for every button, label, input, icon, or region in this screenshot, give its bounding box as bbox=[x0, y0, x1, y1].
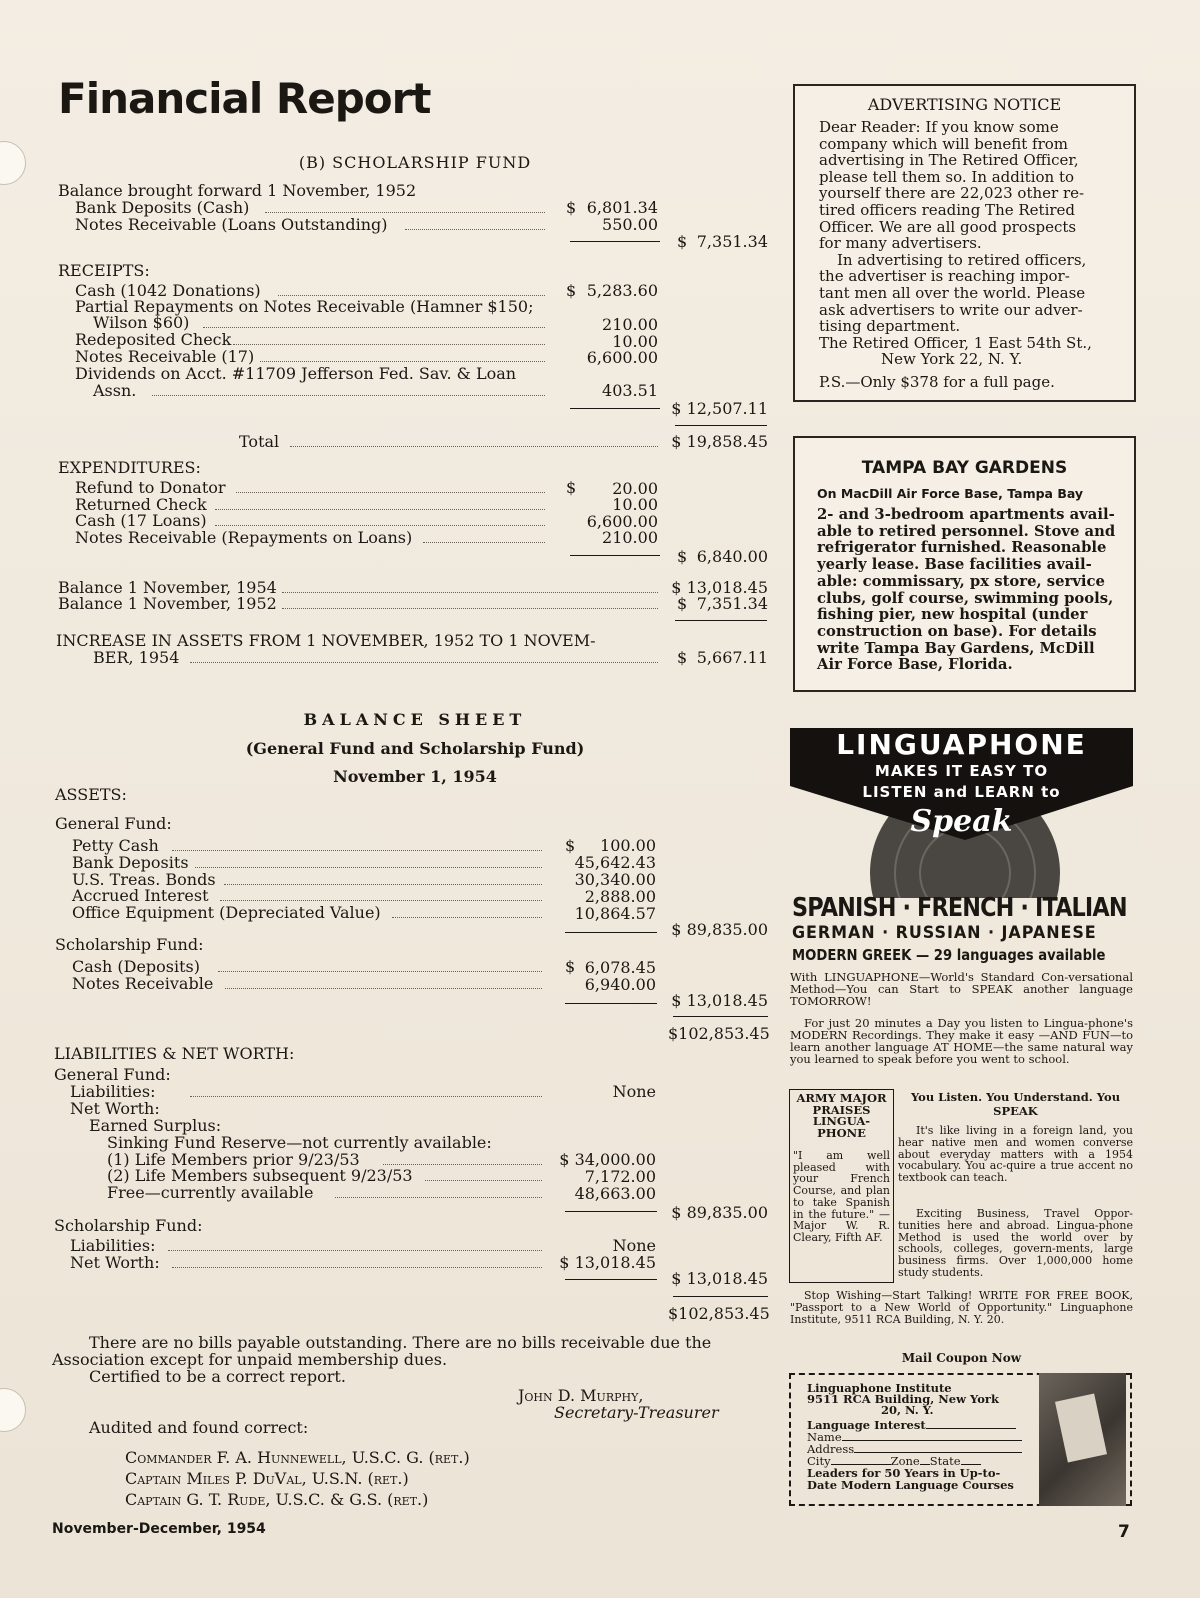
bank-deposits-amount: 45,642.43 bbox=[574, 853, 656, 872]
coupon-leaders: Leaders for 50 Years in Up-to-Date Modern Language Courses bbox=[807, 1466, 1014, 1492]
leader-dots bbox=[260, 361, 545, 362]
treas-bonds-amount: 30,340.00 bbox=[574, 870, 656, 889]
scholarship-fund-label: Scholarship Fund: bbox=[55, 935, 204, 954]
liabilities-label: LIABILITIES & NET WORTH: bbox=[54, 1044, 295, 1063]
accrued-interest-amount: 2,888.00 bbox=[584, 887, 656, 906]
linguaphone-paragraph: With LINGUAPHONE—World's Standard Con-versational Method—You can Start to SPEAK another language TOMORROW! bbox=[790, 970, 1133, 1008]
treas-bonds-label: U.S. Treas. Bonds bbox=[72, 870, 216, 889]
tampa-heading: TAMPA BAY GARDENS bbox=[861, 458, 1068, 478]
tampa-line: refrigerator furnished. Reasonable bbox=[817, 539, 1107, 557]
lg-net-worth-label: Net Worth: bbox=[70, 1099, 160, 1118]
life-subsequent-label: (2) Life Members subsequent 9/23/53 bbox=[107, 1166, 413, 1185]
life-prior-amount: $ 34,000.00 bbox=[559, 1150, 656, 1169]
dollar-sign: $ bbox=[677, 232, 688, 251]
assets-label: ASSETS: bbox=[55, 785, 127, 804]
leader-dots bbox=[423, 542, 545, 543]
tampa-ad-box bbox=[793, 436, 1136, 692]
languages-line: MODERN GREEK — 29 languages available bbox=[792, 946, 1106, 964]
sum-rule bbox=[570, 555, 660, 556]
expenditures-cash-amount: 6,600.00 bbox=[586, 512, 658, 531]
leader-dots bbox=[265, 212, 545, 213]
leader-dots bbox=[290, 446, 658, 447]
auditor: Captain G. T. Rude, U.S.C. & G.S. (ret.) bbox=[125, 1490, 429, 1509]
ad-line: advertising in The Retired Officer, bbox=[819, 151, 1079, 170]
ls-net-worth-amount: $ 13,018.45 bbox=[559, 1253, 656, 1272]
leader-dots bbox=[282, 608, 658, 609]
receipts-redeposited: Redeposited Check bbox=[75, 330, 232, 349]
footer-date: November-December, 1954 bbox=[52, 1521, 266, 1537]
receipts-cash-amount: 5,283.60 bbox=[586, 281, 658, 300]
leader-dots bbox=[425, 1180, 542, 1181]
sum-rule bbox=[565, 1003, 657, 1004]
scholarship-heading: (B) SCHOLARSHIP FUND bbox=[298, 153, 532, 172]
sum-rule bbox=[565, 1211, 657, 1212]
leader-dots bbox=[168, 1250, 542, 1251]
general-fund-label: General Fund: bbox=[55, 814, 172, 833]
advertising-notice-heading: ADVERTISING NOTICE bbox=[867, 95, 1062, 114]
mail-coupon-label: Mail Coupon Now bbox=[901, 1351, 1022, 1365]
tampa-line: able: commissary, px store, service bbox=[817, 572, 1105, 590]
lg-fund-label: General Fund: bbox=[54, 1065, 171, 1084]
balance-1954-label: Balance 1 November, 1954 bbox=[58, 578, 277, 597]
certified-text: Certified to be a correct report. bbox=[89, 1367, 346, 1386]
field-label: Address bbox=[807, 1442, 855, 1456]
life-subsequent-amount: 7,172.00 bbox=[584, 1167, 656, 1186]
ls-liabilities-label: Liabilities: bbox=[70, 1236, 156, 1255]
languages-line: SPANISH · FRENCH · ITALIAN bbox=[792, 893, 1127, 923]
field-label: City bbox=[807, 1454, 831, 1468]
leader-dots bbox=[218, 971, 542, 972]
receipts-partial-cont: Wilson $60) bbox=[93, 313, 190, 332]
dollar-sign: $ bbox=[677, 648, 688, 667]
cash-deposits-label: Cash (Deposits) bbox=[72, 957, 201, 976]
cash-deposits-amount: 6,078.45 bbox=[584, 958, 656, 977]
ad-line: the advertiser is reaching impor- bbox=[819, 267, 1070, 286]
leader-dots bbox=[195, 867, 542, 868]
receipts-cash: Cash (1042 Donations) bbox=[75, 281, 261, 300]
leader-dots bbox=[172, 850, 542, 851]
leader-dots bbox=[278, 295, 545, 296]
signer-title: Secretary-Treasurer bbox=[554, 1403, 719, 1422]
linguaphone-paragraph: For just 20 minutes a Day you listen to Lingua-phone's MODERN Recordings. They make it easy —AND FUN—to learn another language AT HOME—the same natural way you learned to speak before you went to school. bbox=[790, 1016, 1133, 1066]
expenditures-total: 6,840.00 bbox=[696, 547, 768, 566]
free-amount: 48,663.00 bbox=[574, 1184, 656, 1203]
liabilities-total: $102,853.45 bbox=[668, 1304, 770, 1323]
bank-deposits-label: Bank Deposits (Cash) bbox=[75, 198, 250, 217]
dollar-sign: $ bbox=[566, 478, 577, 497]
expenditures-notes-amount: 210.00 bbox=[602, 528, 658, 547]
expenditures-refund-amount: 20.00 bbox=[612, 479, 658, 498]
ls-fund-label: Scholarship Fund: bbox=[54, 1216, 203, 1235]
dollar-sign: $ bbox=[566, 281, 577, 300]
lg-liabilities-label: Liabilities: bbox=[70, 1082, 156, 1101]
balance-sheet-subheading: (General Fund and Scholarship Fund) bbox=[245, 739, 585, 758]
leader-dots bbox=[172, 1267, 542, 1268]
receipts-dividends-cont: Assn. bbox=[93, 381, 137, 400]
tampa-line: write Tampa Bay Gardens, McDill bbox=[817, 639, 1095, 657]
booklet-cover bbox=[1055, 1394, 1107, 1463]
army-testimonial-heading: ARMY MAJOR PRAISES LINGUA-PHONE bbox=[796, 1091, 887, 1140]
balance-forward-total: 7,351.34 bbox=[696, 232, 768, 251]
notes-receivable-amount: 550.00 bbox=[602, 215, 658, 234]
ad-line: company which will benefit from bbox=[819, 134, 1069, 153]
petty-cash-label: Petty Cash bbox=[72, 836, 159, 855]
ad-line: tant men all over the world. Please bbox=[819, 283, 1086, 302]
binder-hole bbox=[0, 1388, 26, 1432]
leader-dots bbox=[282, 592, 658, 593]
linguaphone-tagline: MAKES IT EASY TO bbox=[874, 762, 1049, 780]
tampa-line: clubs, golf course, swimming pools, bbox=[817, 589, 1114, 607]
life-prior-label: (1) Life Members prior 9/23/53 bbox=[107, 1150, 360, 1169]
ad-line: tising department. bbox=[819, 317, 961, 336]
receipts-total: $ 12,507.11 bbox=[671, 399, 768, 418]
total-amount: $ 19,858.45 bbox=[671, 432, 768, 451]
leader-dots bbox=[233, 344, 545, 345]
listen-paragraph: It's like living in a foreign land, you hear native men and women converse about everyday matters with a 1954 vocabulary. You ac-quire a true accent no textbook can teach. bbox=[898, 1124, 1133, 1185]
leader-dots bbox=[225, 988, 542, 989]
ad-line: In advertising to retired officers, bbox=[837, 250, 1087, 269]
leader-dots bbox=[190, 1096, 542, 1097]
tampa-line: yearly lease. Base facilities avail- bbox=[817, 556, 1092, 574]
bank-deposits-label: Bank Deposits bbox=[72, 853, 189, 872]
balance-1952-amount: 7,351.34 bbox=[696, 594, 768, 613]
increase-label-cont: BER, 1954 bbox=[93, 648, 180, 667]
ls-total: $ 13,018.45 bbox=[671, 1269, 768, 1288]
notes-receivable-label: Notes Receivable bbox=[72, 974, 214, 993]
notes-receivable-amount: 6,940.00 bbox=[584, 975, 656, 994]
expenditures-label: EXPENDITURES: bbox=[58, 458, 201, 477]
ls-liabilities-amount: None bbox=[612, 1236, 656, 1255]
coupon-line: 20, N. Y. bbox=[881, 1403, 934, 1417]
stop-wishing-paragraph: Stop Wishing—Start Talking! WRITE FOR FREE BOOK, "Passport to a New World of Opportunity." Linguaphone Institute, 9511 RCA Building, N. Y. 20. bbox=[790, 1289, 1133, 1326]
sum-rule bbox=[570, 241, 660, 242]
general-fund-total: $ 89,835.00 bbox=[671, 920, 768, 939]
receipts-notes-amount: 6,600.00 bbox=[586, 348, 658, 367]
expenditures-returned: Returned Check bbox=[75, 495, 207, 514]
tampa-line: Air Force Base, Florida. bbox=[817, 656, 1013, 674]
total-label: Total bbox=[239, 432, 280, 451]
ls-net-worth-label: Net Worth: bbox=[70, 1253, 160, 1272]
balance-1954-amount: $ 13,018.45 bbox=[671, 578, 768, 597]
leader-dots bbox=[383, 1164, 542, 1165]
booklet-image bbox=[1039, 1373, 1126, 1506]
leader-dots bbox=[392, 917, 542, 918]
page-number: 7 bbox=[1118, 1522, 1130, 1542]
closing-paragraph-cont: Association except for unpaid membership dues. bbox=[52, 1350, 448, 1369]
balance-forward: Balance brought forward 1 November, 1952 bbox=[58, 181, 417, 200]
tampa-line: able to retired personnel. Stove and bbox=[817, 522, 1116, 540]
ad-line: Officer. We are all good prospects bbox=[819, 217, 1077, 236]
sum-rule bbox=[565, 932, 657, 933]
languages-line: GERMAN · RUSSIAN · JAPANESE bbox=[792, 923, 1097, 943]
sum-rule bbox=[675, 425, 767, 426]
ad-line: New York 22, N. Y. bbox=[881, 350, 1023, 369]
tampa-body bbox=[817, 507, 1117, 674]
expenditures-cash: Cash (17 Loans) bbox=[75, 511, 207, 530]
petty-cash-amount: 100.00 bbox=[600, 836, 656, 855]
coupon-line: 9511 RCA Building, New York bbox=[807, 1392, 999, 1406]
ad-line: Dear Reader: If you know some bbox=[819, 118, 1059, 136]
office-equipment-label: Office Equipment (Depreciated Value) bbox=[72, 903, 381, 922]
office-equipment-amount: 10,864.57 bbox=[574, 904, 656, 923]
free-label: Free—currently available bbox=[107, 1183, 314, 1202]
leader-dots bbox=[236, 492, 545, 493]
listen-paragraph: Exciting Business, Travel Oppor-tunities here and abroad. Lingua-phone Method is used the world over by schools, colleges, govern-ments, large business firms. Over 1,000,000 home study students. bbox=[898, 1207, 1133, 1279]
dollar-sign: $ bbox=[565, 836, 576, 855]
leader-dots bbox=[203, 327, 545, 328]
receipts-dividends: Dividends on Acct. #11709 Jefferson Fed. Sav. & Loan bbox=[75, 364, 517, 383]
advertising-notice-body bbox=[819, 119, 1119, 391]
scholarship-fund-total: $ 13,018.45 bbox=[671, 991, 768, 1010]
audited-text: Audited and found correct: bbox=[89, 1418, 309, 1437]
assets-total: $102,853.45 bbox=[668, 1024, 770, 1043]
receipts-label: RECEIPTS: bbox=[58, 261, 150, 280]
coupon-line: Linguaphone Institute bbox=[807, 1381, 952, 1395]
ad-line: yourself there are 22,023 other re- bbox=[819, 184, 1085, 203]
sum-rule bbox=[565, 1279, 657, 1280]
increase-amount: 5,667.11 bbox=[696, 648, 768, 667]
leader-dots bbox=[215, 525, 545, 526]
ad-line: ask advertisers to write our adver- bbox=[819, 300, 1083, 319]
balance-1952-label: Balance 1 November, 1952 bbox=[58, 594, 277, 613]
tampa-line: construction on base). For details bbox=[817, 622, 1097, 640]
coupon-address bbox=[807, 1383, 999, 1416]
field-label: State bbox=[929, 1454, 961, 1468]
lg-total: $ 89,835.00 bbox=[671, 1203, 768, 1222]
receipts-partial: Partial Repayments on Notes Receivable (Hamner $150; bbox=[75, 297, 534, 316]
leader-dots bbox=[405, 229, 545, 230]
leader-dots bbox=[335, 1197, 542, 1198]
tampa-line: fishing pier, new hospital (under bbox=[817, 606, 1088, 624]
leader-dots bbox=[215, 509, 545, 510]
sum-rule bbox=[673, 1016, 768, 1017]
coupon-box[interactable] bbox=[789, 1373, 1132, 1506]
page-title: Financial Report bbox=[58, 74, 431, 123]
ad-line: tired officers reading The Retired bbox=[819, 200, 1076, 219]
receipts-dividends-amount: 403.51 bbox=[602, 381, 658, 400]
receipts-notes: Notes Receivable (17) bbox=[75, 347, 255, 366]
receipts-redeposited-amount: 10.00 bbox=[612, 332, 658, 351]
leader-dots bbox=[220, 900, 542, 901]
dollar-sign: $ bbox=[566, 198, 577, 217]
auditor: Captain Miles P. DuVal, U.S.N. (ret.) bbox=[125, 1469, 409, 1488]
ad-line: for many advertisers. bbox=[819, 234, 982, 253]
tampa-subheading: On MacDill Air Force Base, Tampa Bay bbox=[817, 486, 1084, 501]
field-label: Name bbox=[807, 1430, 842, 1444]
advertising-notice-box bbox=[793, 84, 1136, 402]
army-testimonial-box bbox=[789, 1089, 894, 1283]
tampa-line: 2- and 3-bedroom apartments avail- bbox=[817, 506, 1115, 523]
signer-name: John D. Murphy, bbox=[518, 1386, 644, 1405]
leader-dots bbox=[152, 395, 545, 396]
binder-hole bbox=[0, 141, 26, 185]
closing-paragraph: There are no bills payable outstanding. There are no bills receivable due the bbox=[89, 1333, 712, 1352]
increase-label: INCREASE IN ASSETS FROM 1 NOVEMBER, 1952 TO 1 NOVEM- bbox=[56, 631, 596, 650]
notes-receivable-label: Notes Receivable (Loans Outstanding) bbox=[75, 215, 388, 234]
balance-sheet-date: November 1, 1954 bbox=[333, 767, 497, 786]
field-label: Zone bbox=[890, 1454, 920, 1468]
expenditures-refund: Refund to Donator bbox=[75, 478, 226, 497]
accrued-interest-label: Accrued Interest bbox=[72, 886, 209, 905]
dollar-sign: $ bbox=[677, 547, 688, 566]
sum-rule bbox=[673, 1296, 768, 1297]
auditor: Commander F. A. Hunnewell, U.S.C. G. (ret.) bbox=[125, 1448, 470, 1467]
linguaphone-tagline: LISTEN and LEARN to bbox=[862, 783, 1061, 801]
bank-deposits-amount: 6,801.34 bbox=[586, 198, 658, 217]
lg-liabilities-amount: None bbox=[612, 1082, 656, 1101]
speak-script: Speak bbox=[910, 804, 1013, 839]
leader-dots bbox=[224, 884, 542, 885]
receipts-partial-amount: 210.00 bbox=[602, 315, 658, 334]
expenditures-returned-amount: 10.00 bbox=[612, 495, 658, 514]
ad-ps: P.S.—Only $378 for a full page. bbox=[819, 372, 1055, 391]
field-label: Language Interest bbox=[807, 1418, 926, 1432]
expenditures-notes: Notes Receivable (Repayments on Loans) bbox=[75, 528, 413, 547]
ad-line: The Retired Officer, 1 East 54th St., bbox=[819, 333, 1092, 352]
sinking-fund-label: Sinking Fund Reserve—not currently available: bbox=[107, 1133, 492, 1152]
coupon-fields bbox=[807, 1419, 1022, 1467]
linguaphone-banner bbox=[790, 728, 1133, 898]
dollar-sign: $ bbox=[565, 957, 576, 976]
sum-rule bbox=[570, 408, 660, 409]
army-testimonial-quote: "I am well pleased with your French Course, and plan to take Spanish in the future." — Major W. R. Cleary, Fifth AF. bbox=[793, 1149, 890, 1244]
listen-heading: You Listen. You Understand. You SPEAK bbox=[910, 1090, 1121, 1118]
balance-sheet-heading: BALANCE SHEET bbox=[303, 710, 527, 729]
ad-line: please tell them so. In addition to bbox=[819, 167, 1075, 186]
earned-surplus-label: Earned Surplus: bbox=[89, 1116, 222, 1135]
dollar-sign: $ bbox=[677, 594, 688, 613]
sum-rule bbox=[675, 620, 767, 621]
leader-dots bbox=[190, 662, 658, 663]
linguaphone-logo: LINGUAPHONE bbox=[836, 728, 1087, 761]
